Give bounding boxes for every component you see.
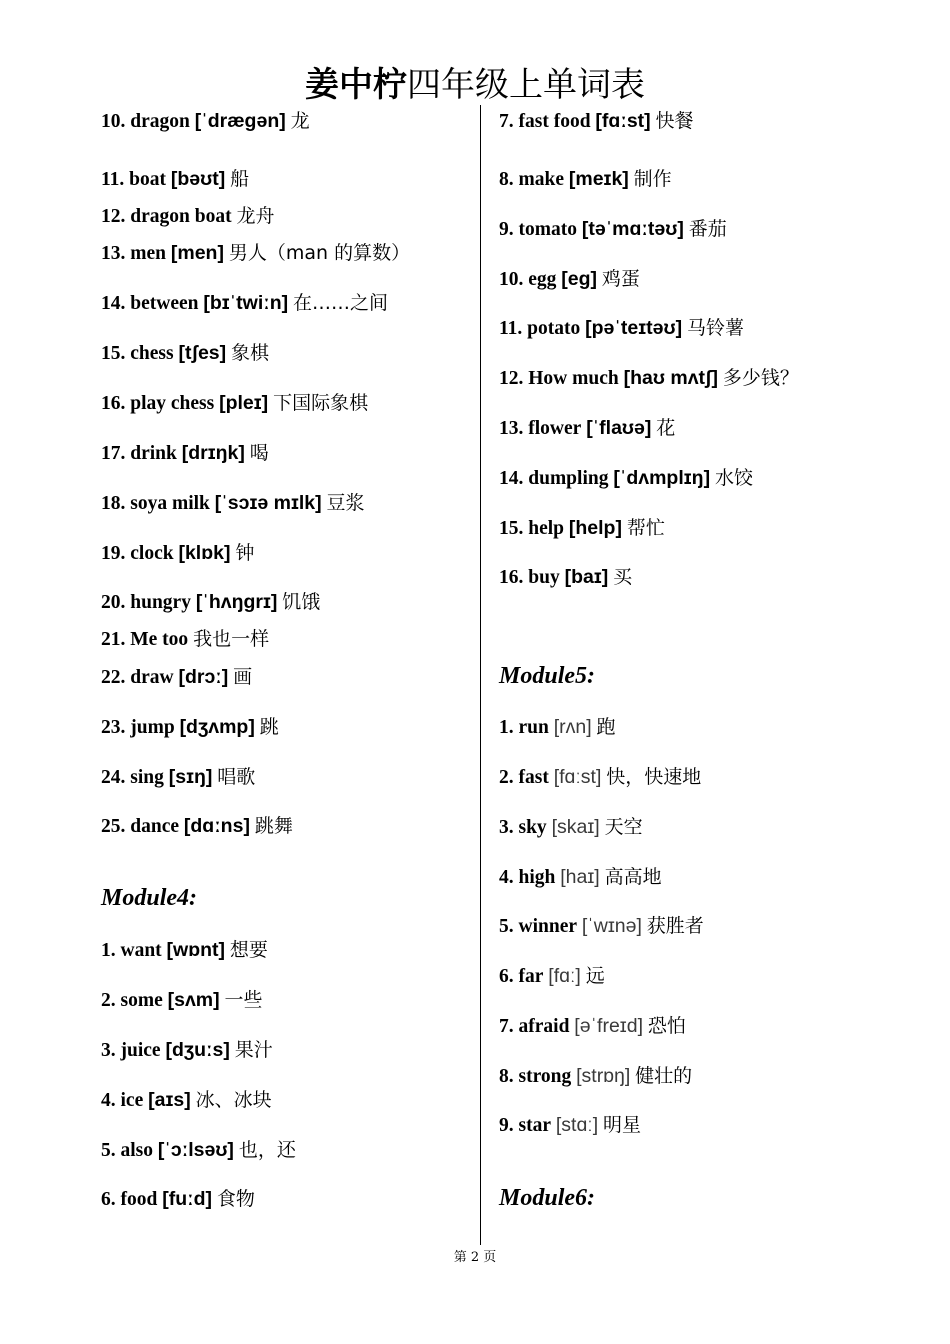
vocab-meaning: 唱歌 — [217, 766, 256, 788]
column-divider — [480, 105, 481, 1245]
vocab-word: 21. Me too — [101, 629, 189, 650]
vocab-word: 24. sing — [101, 767, 164, 788]
vocab-word: 8. make — [499, 169, 564, 190]
vocab-entry — [101, 626, 269, 653]
vocab-word: 5. also — [101, 1140, 154, 1161]
vocab-word: 1. want — [101, 940, 162, 961]
vocab-entry — [499, 1063, 692, 1090]
vocab-phonetic: [ˈdræɡən] — [194, 110, 286, 132]
vocab-phonetic: [eɡ] — [561, 268, 598, 290]
vocab-entry — [101, 1087, 272, 1114]
vocab-phonetic: [fuːd] — [162, 1188, 213, 1210]
vocab-entry — [101, 240, 410, 267]
vocab-phonetic: [men] — [170, 242, 224, 264]
page-title — [0, 60, 950, 110]
vocab-meaning: 想要 — [229, 939, 268, 961]
vocab-phonetic: [wɒnt] — [166, 939, 226, 961]
vocab-meaning: 鸡蛋 — [601, 268, 640, 290]
vocab-phonetic: [fɑː] — [548, 965, 581, 987]
vocab-entry — [101, 813, 293, 840]
vocab-phonetic: [haɪ] — [560, 866, 600, 888]
vocab-entry — [499, 216, 727, 243]
vocab-entry — [499, 266, 640, 293]
vocab-meaning: 明星 — [603, 1114, 642, 1136]
vocab-meaning: 龙舟 — [236, 205, 275, 227]
vocab-entry — [499, 814, 643, 841]
vocab-meaning: 高高地 — [604, 866, 662, 888]
vocab-meaning: 帮忙 — [626, 517, 665, 539]
vocab-phonetic: [dʒʌmp] — [179, 716, 255, 738]
vocab-meaning: 多少钱？ — [722, 367, 799, 389]
vocab-meaning: 马铃薯 — [686, 317, 744, 339]
vocab-meaning: 饥饿 — [282, 591, 321, 613]
vocab-entry — [101, 440, 269, 467]
vocab-phonetic: [ˈflaʊə] — [586, 417, 652, 439]
vocab-meaning: 龙 — [290, 110, 310, 132]
vocab-entry — [101, 589, 320, 616]
vocab-entry — [499, 166, 672, 193]
vocab-entry — [101, 1037, 273, 1064]
vocab-meaning: 我也一样 — [193, 628, 270, 650]
vocab-phonetic: [ˈɔːlsəʊ] — [157, 1139, 234, 1161]
vocab-word: 22. draw — [101, 667, 174, 688]
page-number: 第 2 页 — [453, 1250, 497, 1265]
vocab-word: 14. between — [101, 293, 199, 314]
vocab-word: 25. dance — [101, 816, 179, 837]
vocab-entry — [499, 913, 704, 940]
vocab-word: 13. men — [101, 243, 166, 264]
vocab-entry — [499, 515, 665, 542]
vocab-entry — [101, 937, 268, 964]
vocab-phonetic: [dɑːns] — [183, 815, 250, 837]
vocab-entry — [101, 540, 254, 567]
vocab-phonetic: [aɪs] — [148, 1089, 191, 1111]
vocab-entry — [499, 365, 799, 392]
vocab-entry — [101, 108, 310, 135]
vocab-meaning: 豆浆 — [326, 492, 365, 514]
vocab-entry — [101, 664, 252, 691]
vocab-word: 2. some — [101, 990, 163, 1011]
vocab-entry — [499, 415, 675, 442]
vocab-word: 17. drink — [101, 443, 177, 464]
vocab-entry — [101, 764, 255, 791]
vocab-meaning: 在……之间 — [293, 292, 389, 314]
vocab-phonetic: [təˈmɑːtəʊ] — [581, 218, 684, 240]
vocab-word: 10. egg — [499, 269, 557, 290]
vocab-entry — [499, 1112, 641, 1139]
vocab-word: 3. juice — [101, 1040, 161, 1061]
vocab-entry — [499, 465, 753, 492]
vocab-meaning: 跳舞 — [254, 815, 293, 837]
vocab-meaning: 象棋 — [231, 342, 270, 364]
vocab-entry — [101, 390, 368, 417]
vocab-entry — [101, 714, 279, 741]
vocab-phonetic: [ˈdʌmplɪŋ] — [613, 467, 711, 489]
vocab-phonetic: [meɪk] — [568, 168, 629, 190]
vocab-word: 15. chess — [101, 343, 174, 364]
vocab-word: 11. potato — [499, 318, 581, 339]
vocab-meaning: 食物 — [216, 1188, 255, 1210]
vocab-meaning: 也，还 — [238, 1139, 296, 1161]
vocab-word: 11. boat — [101, 169, 167, 190]
vocab-word: 6. food — [101, 1189, 158, 1210]
vocab-word: 9. tomato — [499, 219, 577, 240]
vocab-entry — [101, 1137, 296, 1164]
vocab-entry — [101, 340, 269, 367]
vocab-meaning: 制作 — [633, 168, 672, 190]
vocab-meaning: 下国际象棋 — [273, 392, 369, 414]
vocab-phonetic: [sʌm] — [167, 989, 220, 1011]
vocab-phonetic: [haʊ mʌtʃ] — [623, 367, 719, 389]
vocab-meaning: 番茄 — [688, 218, 727, 240]
vocab-phonetic: [ˈwɪnə] — [581, 915, 642, 937]
vocab-entry — [101, 490, 365, 517]
vocab-entry — [499, 108, 694, 135]
vocab-meaning: 快，快速地 — [606, 766, 702, 788]
vocab-phonetic: [fɑːst] — [553, 766, 602, 788]
vocab-meaning: 获胜者 — [646, 915, 704, 937]
vocab-phonetic: [help] — [568, 517, 622, 539]
vocab-meaning: 钟 — [235, 542, 255, 564]
vocab-phonetic: [pleɪ] — [219, 392, 269, 414]
vocab-meaning: 一些 — [224, 989, 263, 1011]
vocab-word: 20. hungry — [101, 592, 191, 613]
module5-heading: Module5: — [499, 663, 595, 689]
vocab-meaning: 画 — [233, 666, 253, 688]
vocab-phonetic: [rʌn] — [553, 716, 592, 738]
vocab-phonetic: [baɪ] — [564, 566, 609, 588]
vocab-word: 4. high — [499, 867, 556, 888]
vocab-word: 2. fast — [499, 767, 549, 788]
vocab-phonetic: [sɪŋ] — [168, 766, 213, 788]
vocab-phonetic: [klɒk] — [178, 542, 231, 564]
vocab-phonetic: [əˈfreɪd] — [574, 1015, 644, 1037]
vocab-phonetic: [drɔː] — [178, 666, 229, 688]
vocab-meaning: 水饺 — [714, 467, 753, 489]
vocab-word: 4. ice — [101, 1090, 144, 1111]
vocab-phonetic: [dʒuːs] — [165, 1039, 230, 1061]
vocab-entry — [101, 987, 263, 1014]
vocab-meaning: 天空 — [604, 816, 643, 838]
vocab-phonetic: [skaɪ] — [551, 816, 600, 838]
vocab-meaning: 健壮的 — [635, 1065, 693, 1087]
vocab-meaning: 远 — [585, 965, 605, 987]
vocab-entry — [101, 1186, 255, 1213]
vocab-word: 14. dumpling — [499, 468, 609, 489]
vocab-phonetic: [fɑːst] — [595, 110, 651, 132]
vocab-word: 18. soya milk — [101, 493, 210, 514]
vocab-phonetic: [drɪŋk] — [181, 442, 245, 464]
module4-heading: Module4: — [101, 885, 197, 911]
vocab-entry — [101, 203, 274, 230]
vocab-word: 8. strong — [499, 1066, 572, 1087]
vocab-meaning: 喝 — [249, 442, 269, 464]
vocab-meaning: 花 — [656, 417, 676, 439]
vocab-word: 5. winner — [499, 916, 577, 937]
vocab-entry — [101, 290, 388, 317]
vocab-phonetic: [pəˈteɪtəʊ] — [585, 317, 683, 339]
vocab-meaning: 买 — [613, 566, 633, 588]
vocab-word: 16. buy — [499, 567, 560, 588]
vocab-meaning: 跳 — [259, 716, 279, 738]
vocab-meaning: 冰、冰块 — [195, 1089, 272, 1111]
vocab-word: 12. dragon boat — [101, 206, 232, 227]
vocab-phonetic: [ˈhʌŋɡrɪ] — [195, 591, 278, 613]
vocab-word: 7. fast food — [499, 111, 591, 132]
vocab-entry — [101, 166, 249, 193]
vocab-word: 23. jump — [101, 717, 175, 738]
vocab-phonetic: [strɒŋ] — [576, 1065, 631, 1087]
vocab-meaning: 恐怕 — [647, 1015, 686, 1037]
vocab-word: 15. help — [499, 518, 565, 539]
vocab-word: 19. clock — [101, 543, 174, 564]
vocab-meaning: 跑 — [596, 716, 616, 738]
vocab-phonetic: [stɑː] — [555, 1114, 599, 1136]
vocab-entry — [499, 864, 662, 891]
vocab-phonetic: [bɪˈtwiːn] — [203, 292, 289, 314]
vocab-word: 7. afraid — [499, 1016, 570, 1037]
vocab-phonetic: [ˈsɔɪə mɪlk] — [214, 492, 322, 514]
vocab-word: 3. sky — [499, 817, 547, 838]
vocab-phonetic: [bəʊt] — [170, 168, 226, 190]
vocab-meaning: 快餐 — [655, 110, 694, 132]
vocab-entry — [499, 764, 701, 791]
module6-heading: Module6: — [499, 1185, 595, 1211]
vocab-entry — [499, 714, 616, 741]
vocab-word: 9. star — [499, 1115, 551, 1136]
vocab-entry — [499, 963, 605, 990]
vocab-meaning: 果汁 — [234, 1039, 273, 1061]
vocab-entry — [499, 564, 632, 591]
vocab-meaning: 男人（man 的算数） — [228, 242, 411, 264]
vocab-word: 10. dragon — [101, 111, 190, 132]
title-text: 四年级上单词表 — [407, 65, 645, 105]
vocab-word: 6. far — [499, 966, 544, 987]
vocab-word: 13. flower — [499, 418, 582, 439]
vocab-phonetic: [tʃes] — [178, 342, 227, 364]
vocab-entry — [499, 1013, 686, 1040]
vocab-word: 12. How much — [499, 368, 619, 389]
vocab-meaning: 船 — [230, 168, 250, 190]
vocab-word: 1. run — [499, 717, 549, 738]
vocab-word: 16. play chess — [101, 393, 215, 414]
title-name: 姜中柠 — [305, 65, 407, 105]
vocab-entry — [499, 315, 744, 342]
